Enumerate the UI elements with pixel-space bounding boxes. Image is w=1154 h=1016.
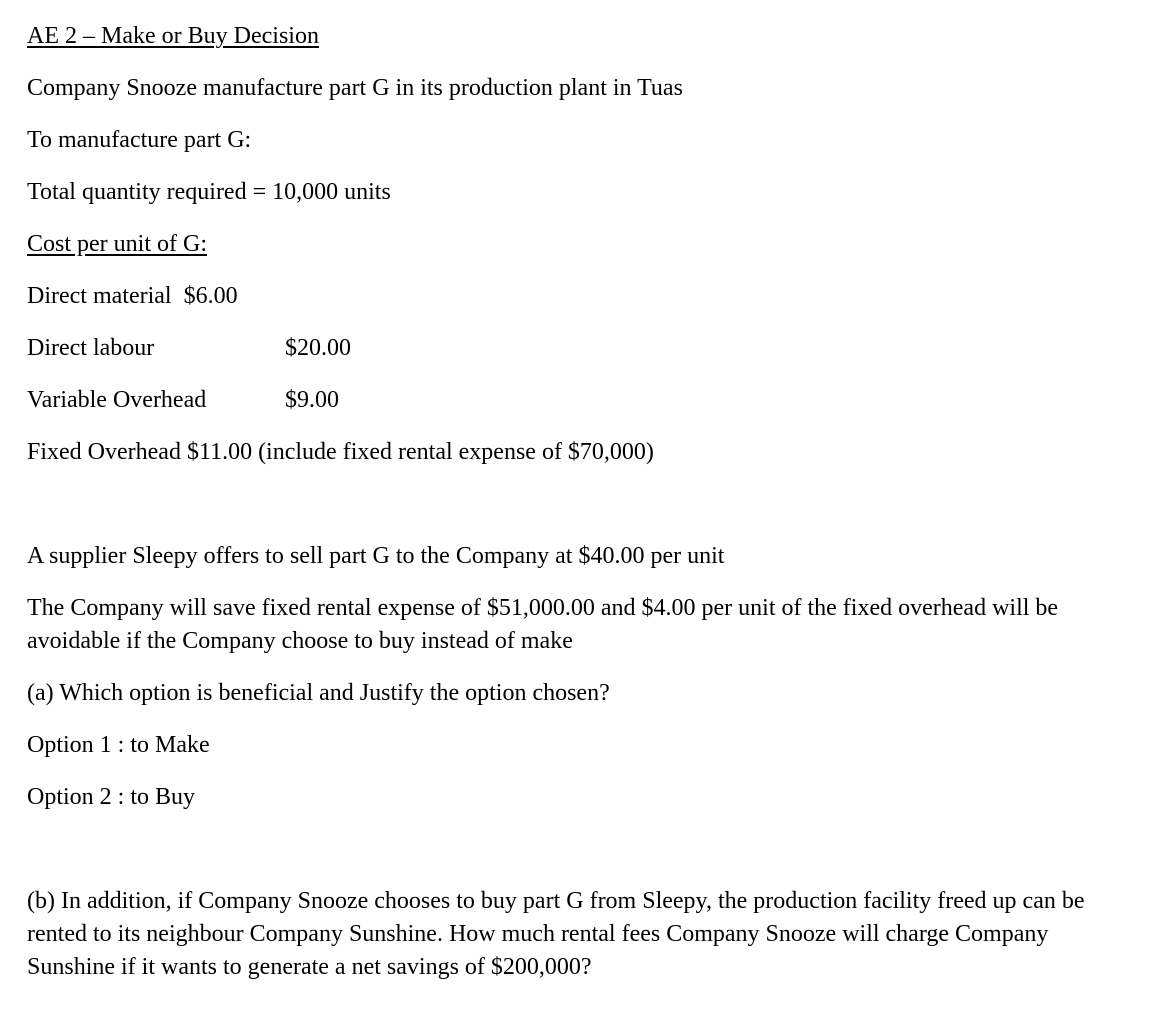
option-1-text: Option 1 : to Make — [27, 732, 210, 758]
document-title: AE 2 – Make or Buy Decision — [27, 23, 319, 49]
cost-row-variable-overhead — [27, 384, 427, 417]
intro-text: Company Snooze manufacture part G in its production plant in Tuas — [27, 75, 683, 101]
variable-overhead-value: $9.00 — [285, 387, 339, 413]
savings-note-text: The Company will save fixed rental expense of $51,000.00 and $4.00 per unit of the fixed overhead will be avoidable if the Company choose to buy instead of make — [27, 595, 1059, 654]
total-quantity-text: Total quantity required = 10,000 units — [27, 179, 391, 205]
supplier-offer-text: A supplier Sleepy offers to sell part G to the Company at $40.00 per unit — [27, 543, 725, 569]
direct-material-label: Direct material — [27, 283, 172, 309]
question-a-text: (a) Which option is beneficial and Justify the option chosen? — [27, 680, 610, 706]
to-manufacture-text: To manufacture part G: — [27, 127, 252, 153]
variable-overhead-label: Variable Overhead — [27, 387, 207, 413]
cost-row-fixed-overhead — [27, 436, 654, 469]
option-2-text: Option 2 : to Buy — [27, 784, 196, 810]
direct-labour-value: $20.00 — [285, 335, 351, 361]
direct-material-value: $6.00 — [183, 283, 238, 309]
fixed-overhead-value: $11.00 (include fixed rental expense of $70,000) — [186, 439, 654, 465]
question-b-text: (b) In addition, if Company Snooze chooses to buy part G from Sleepy, the production facility freed up can be rented to its neighbour Company Sunshine. How much rental fees Company Snooze will charge Company Sunshine if it wants to generate a net savings of $200,000? — [27, 888, 1085, 980]
cost-row-direct-labour — [27, 332, 427, 365]
fixed-overhead-label: Fixed Overhead — [27, 439, 181, 465]
direct-labour-label: Direct labour — [27, 335, 155, 361]
cost-row-direct-material — [27, 280, 238, 313]
cost-heading: Cost per unit of G: — [27, 231, 207, 257]
